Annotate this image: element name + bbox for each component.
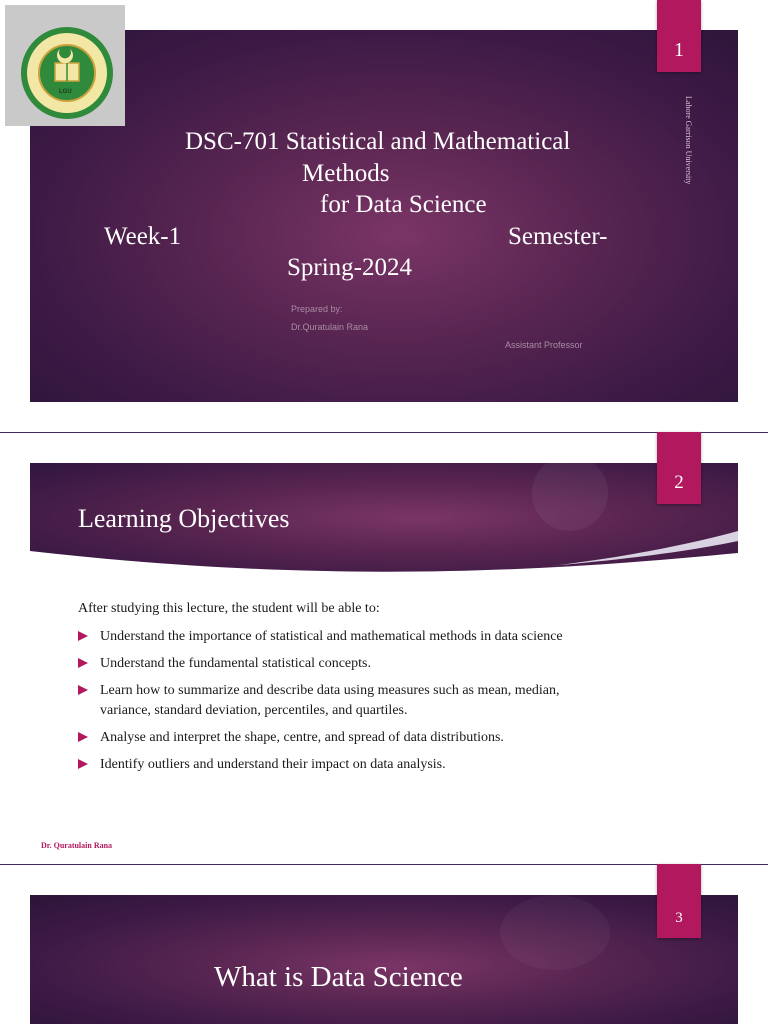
slide-number: 3 <box>675 910 683 926</box>
week-label: Week-1 <box>104 223 182 250</box>
logo-text-center: LGU <box>59 89 72 95</box>
university-logo <box>5 5 125 126</box>
session-label: Spring-2024 <box>287 254 412 281</box>
bullet-icon <box>78 732 88 742</box>
objective-item-continued: variance, standard deviation, percentiles, and quartiles. <box>100 703 408 718</box>
objective-item: Learn how to summarize and describe data using measures such as mean, median, <box>100 683 560 698</box>
bullet-icon <box>78 658 88 668</box>
objective-item: Identify outliers and understand their impact on data analysis. <box>100 757 446 772</box>
title-line-2: Methods <box>302 160 390 187</box>
slide-number-tab <box>657 864 701 938</box>
bullet-icon <box>78 685 88 695</box>
prepared-by-label: Prepared by: <box>291 304 343 314</box>
slide-number-tab <box>657 0 701 72</box>
slide-3-glow <box>500 895 610 970</box>
page-divider-2 <box>0 864 768 865</box>
objective-item: Analyse and interpret the shape, centre, and spread of data distributions. <box>100 730 504 745</box>
slide-number: 2 <box>674 472 684 493</box>
bullet-icon <box>78 759 88 769</box>
vertical-side-text: Lahore Garrison University <box>684 96 693 185</box>
slide-3-title: What is Data Science <box>214 961 463 993</box>
slide-2-title: Learning Objectives <box>78 504 290 533</box>
title-line-3: for Data Science <box>320 191 487 218</box>
slide-number: 1 <box>674 39 684 61</box>
page-divider-1 <box>0 432 768 433</box>
title-line-1: DSC-701 Statistical and Mathematical <box>185 128 571 155</box>
slide-footer-author: Dr. Quratulain Rana <box>41 841 113 850</box>
slide-3-background <box>30 895 738 1024</box>
author-name: Dr.Quratulain Rana <box>291 322 369 332</box>
bullet-icon <box>78 631 88 641</box>
objective-item: Understand the importance of statistical and mathematical methods in data science <box>100 629 563 644</box>
objectives-intro: After studying this lecture, the student will be able to: <box>78 601 380 616</box>
objective-item: Understand the fundamental statistical concepts. <box>100 656 371 671</box>
slide-number-tab <box>657 432 701 504</box>
author-position: Assistant Professor <box>505 340 583 350</box>
semester-label: Semester- <box>508 223 608 250</box>
